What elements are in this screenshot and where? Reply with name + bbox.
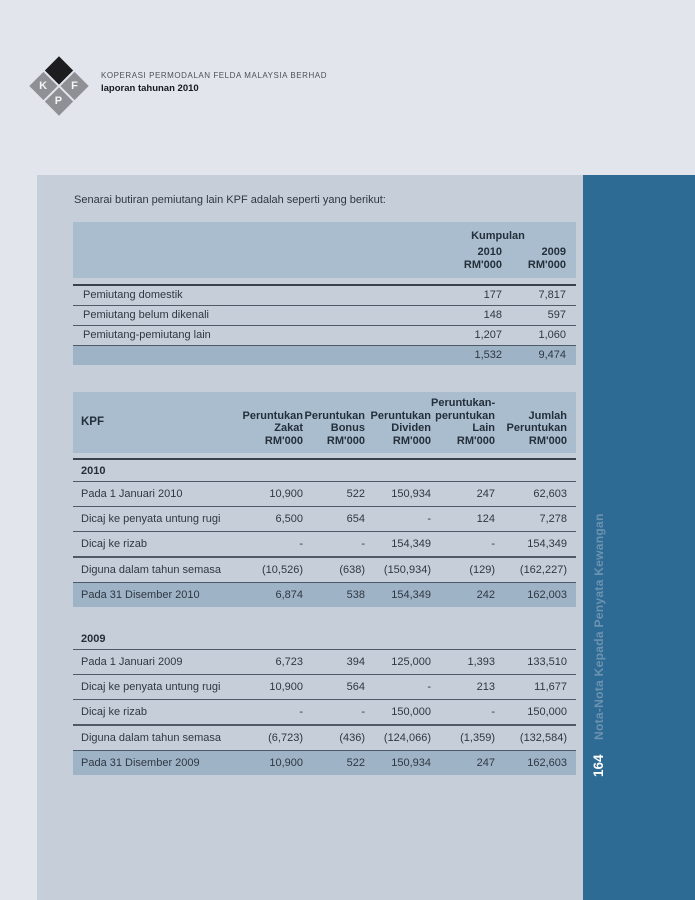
- column-header-lain: Peruntukan- peruntukan Lain RM'000: [431, 397, 496, 447]
- value-2010: 177: [483, 289, 502, 301]
- row-label: Dicaj ke rizab: [81, 706, 148, 718]
- report-header: [101, 71, 327, 94]
- row-label: Pada 1 Januari 2010: [81, 488, 183, 500]
- report-year: 2010: [177, 83, 199, 94]
- value-dividen: 154,349: [391, 589, 431, 601]
- section-sidebar: [583, 175, 695, 900]
- table-row: [73, 306, 576, 326]
- total-2010: 1,532: [474, 349, 502, 361]
- column-header-zakat: Peruntukan Zakat RM'000: [242, 409, 303, 447]
- value-bonus: 522: [346, 488, 365, 500]
- value-lain: -: [491, 538, 495, 550]
- row-label: Pada 31 Disember 2009: [81, 757, 200, 769]
- value-dividen: 150,934: [391, 757, 431, 769]
- creditors-table-header: [73, 222, 576, 278]
- value-bonus: 538: [346, 589, 365, 601]
- logo-letter-p: P: [55, 95, 63, 108]
- row-label: Dicaj ke rizab: [81, 538, 148, 550]
- value-dividen: 125,000: [391, 656, 431, 668]
- row-label: Pada 31 Disember 2010: [81, 589, 200, 601]
- value-dividen: (124,066): [383, 732, 431, 744]
- value-2010: 1,207: [474, 329, 502, 341]
- content-panel: [37, 175, 583, 900]
- column-header-bonus: Peruntukan Bonus RM'000: [304, 409, 365, 447]
- value-jumlah: (132,584): [519, 732, 567, 744]
- company-name: KOPERASI PERMODALAN FELDA MALAYSIA BERHAD: [101, 71, 328, 80]
- total-row: [73, 346, 576, 365]
- value-zakat: 10,900: [269, 681, 303, 693]
- row-label: Pada 1 Januari 2009: [81, 656, 183, 668]
- table-row: [73, 700, 576, 726]
- value-jumlah: 162,003: [527, 589, 567, 601]
- value-dividen: (150,934): [383, 564, 431, 576]
- value-bonus: 394: [346, 656, 365, 668]
- value-lain: (129): [469, 564, 495, 576]
- provisions-table-header: [73, 392, 576, 453]
- section-header-2009: 2009: [73, 628, 576, 650]
- table-row: [73, 507, 576, 532]
- table-row: [73, 650, 576, 675]
- value-lain: (1,359): [460, 732, 495, 744]
- value-zakat: 6,723: [275, 656, 303, 668]
- logo-letter-k: K: [39, 79, 48, 92]
- row-label: Diguna dalam tahun semasa: [81, 564, 222, 576]
- value-bonus: -: [361, 706, 365, 718]
- value-zakat: -: [299, 538, 303, 550]
- value-lain: 247: [476, 488, 495, 500]
- value-dividen: -: [427, 681, 431, 693]
- value-zakat: (10,526): [262, 564, 303, 576]
- row-label: Pemiutang domestik: [83, 289, 183, 301]
- value-bonus: (436): [339, 732, 365, 744]
- value-bonus: (638): [339, 564, 365, 576]
- table-title-kpf: KPF: [81, 416, 104, 428]
- value-jumlah: (162,227): [519, 564, 567, 576]
- value-2009: 597: [547, 309, 566, 321]
- creditors-table: [73, 222, 576, 365]
- value-bonus: 564: [346, 681, 365, 693]
- value-2009: 1,060: [538, 329, 566, 341]
- value-bonus: 654: [346, 513, 365, 525]
- value-jumlah: 150,000: [527, 706, 567, 718]
- value-zakat: 6,874: [275, 589, 303, 601]
- logo-diamond: [29, 56, 88, 115]
- value-dividen: 154,349: [391, 538, 431, 550]
- value-zakat: 10,900: [269, 488, 303, 500]
- value-lain: 247: [476, 757, 495, 769]
- provisions-table: [73, 392, 576, 775]
- value-jumlah: 62,603: [533, 488, 567, 500]
- value-lain: 124: [476, 513, 495, 525]
- provisions-table-body: [73, 458, 576, 775]
- row-label: Diguna dalam tahun semasa: [81, 732, 222, 744]
- value-lain: 213: [476, 681, 495, 693]
- value-zakat: -: [299, 706, 303, 718]
- value-2010: 148: [483, 309, 502, 321]
- value-jumlah: 162,603: [527, 757, 567, 769]
- value-lain: -: [491, 706, 495, 718]
- closing-balance-row: [73, 751, 576, 775]
- column-header-dividen: Peruntukan Dividen RM'000: [370, 409, 431, 447]
- value-jumlah: 7,278: [539, 513, 567, 525]
- value-zakat: (6,723): [268, 732, 303, 744]
- row-label: Pemiutang belum dikenali: [83, 309, 209, 321]
- value-dividen: 150,000: [391, 706, 431, 718]
- report-title: [101, 83, 327, 94]
- table-row: [73, 726, 576, 751]
- table-row: [73, 675, 576, 700]
- value-zakat: 10,900: [269, 757, 303, 769]
- row-label: Dicaj ke penyata untung rugi: [81, 513, 221, 525]
- logo-letter-f: F: [71, 79, 78, 92]
- page-number: 164: [591, 754, 606, 777]
- table-row: [73, 558, 576, 583]
- value-jumlah: 133,510: [527, 656, 567, 668]
- value-zakat: 6,500: [275, 513, 303, 525]
- value-jumlah: 154,349: [527, 538, 567, 550]
- value-dividen: 150,934: [391, 488, 431, 500]
- group-header: Kumpulan: [471, 230, 525, 242]
- table-row: [73, 326, 576, 346]
- value-2009: 7,817: [538, 289, 566, 301]
- intro-text: Senarai butiran pemiutang lain KPF adalah seperti yang berikut:: [74, 194, 386, 206]
- value-dividen: -: [427, 513, 431, 525]
- value-lain: 1,393: [467, 656, 495, 668]
- column-header-2010: 2010 RM'000: [463, 246, 502, 271]
- value-jumlah: 11,677: [534, 681, 567, 693]
- value-lain: 242: [476, 589, 495, 601]
- creditors-table-body: [73, 284, 576, 365]
- sidebar-vertical-label: Nota-Nota Kepada Penyata Kewangan: [592, 513, 606, 740]
- section-header-2010: 2010: [73, 460, 576, 482]
- closing-balance-row: [73, 583, 576, 607]
- row-label: Pemiutang-pemiutang lain: [83, 329, 211, 341]
- table-row: [73, 482, 576, 507]
- table-row: [73, 532, 576, 558]
- kpf-logo: [29, 56, 89, 116]
- value-bonus: -: [361, 538, 365, 550]
- column-header-jumlah: Jumlah Peruntukan RM'000: [506, 409, 567, 447]
- row-label: Dicaj ke penyata untung rugi: [81, 681, 221, 693]
- table-row: [73, 286, 576, 306]
- total-2009: 9,474: [538, 349, 566, 361]
- report-title-text: laporan tahunan: [101, 83, 175, 94]
- column-header-2009: 2009 RM'000: [527, 246, 566, 271]
- value-bonus: 522: [346, 757, 365, 769]
